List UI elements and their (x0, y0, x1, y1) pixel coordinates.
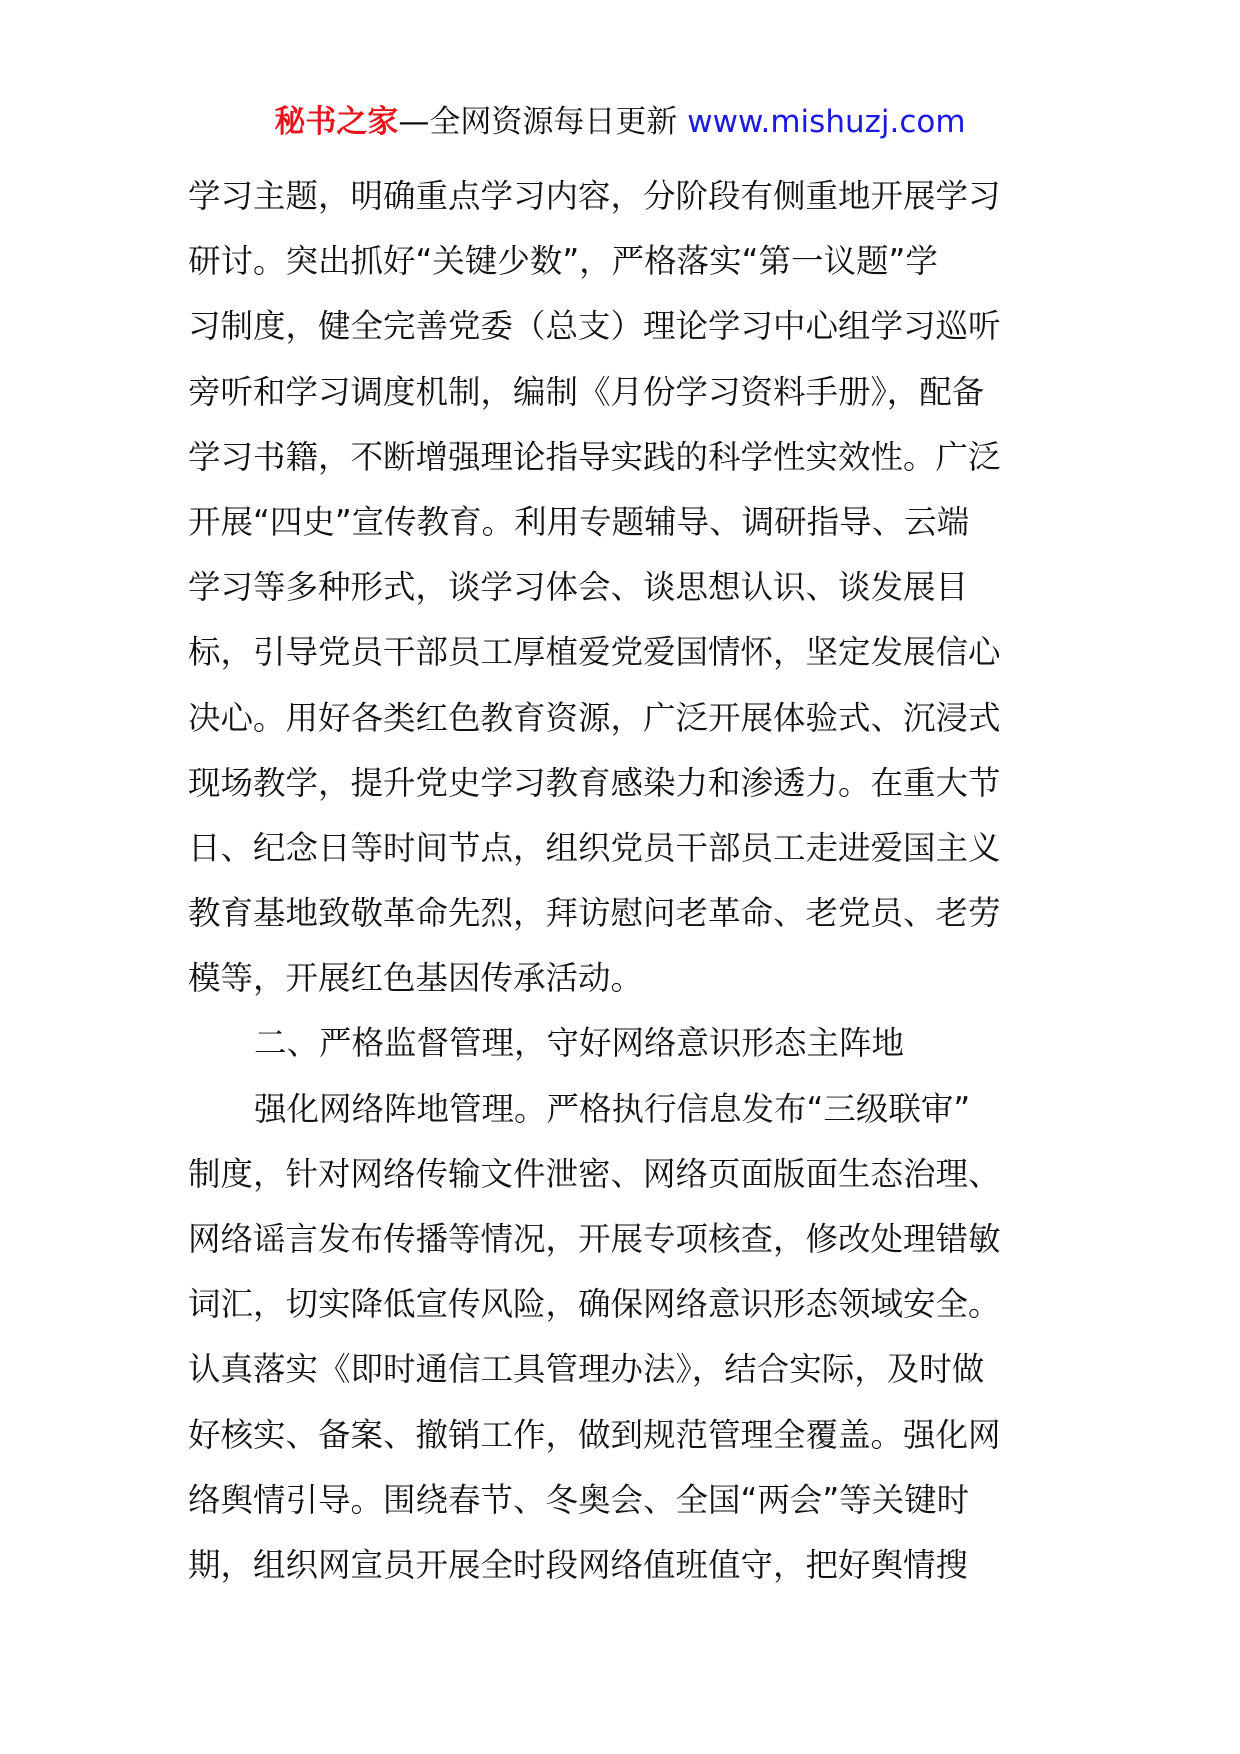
text-line: 教育基地致敬革命先烈，拜访慰问老革命、老党员、老劳 (188, 894, 1001, 933)
text-line: 学习书籍，不断增强理论指导实践的科学性实效性。广泛 (188, 437, 1001, 476)
text-line: 认真落实《即时通信工具管理办法》，结合实际，及时做 (188, 1350, 985, 1389)
header-brand: 秘书之家 (274, 104, 399, 140)
text-line: 旁听和学习调度机制，编制《月份学习资料手册》，配备 (188, 372, 985, 411)
text-line: 研讨。突出抓好“关键少数”，严格落实“第一议题”学 (188, 242, 938, 281)
document-body (188, 164, 1058, 1598)
text-line: 制度，针对网络传输文件泄密、网络页面版面生态治理、 (188, 1154, 1001, 1193)
header-site-link[interactable]: www.mishuzj.com (687, 104, 966, 140)
text-line: 期，组织网宣员开展全时段网络值班值守，把好舆情搜 (188, 1545, 969, 1584)
header-tagline: —全网资源每日更新 (398, 104, 678, 140)
text-line: 学习等多种形式，谈学习体会、谈思想认识、谈发展目 (188, 568, 969, 607)
text-line: 好核实、备案、撤销工作，做到规范管理全覆盖。强化网 (188, 1415, 1001, 1454)
text-line: 学习主题，明确重点学习内容，分阶段有侧重地开展学习 (188, 177, 1001, 215)
text-line: 网络谣言发布传播等情况，开展专项核查，修改处理错敏 (188, 1220, 1001, 1258)
text-line: 习制度，健全完善党委（总支）理论学习中心组学习巡听 (188, 307, 1001, 346)
text-line: 开展“四史”宣传教育。利用专题辅导、调研指导、云端 (188, 502, 970, 541)
text-line: 现场教学，提升党史学习教育感染力和渗透力。在重大节 (188, 763, 1001, 802)
text-line: 日、纪念日等时间节点，组织党员干部员工走进爱国主义 (188, 828, 1001, 867)
text-line: 模等，开展红色基因传承活动。 (188, 959, 644, 998)
text-line: 络舆情引导。围绕春节、冬奥会、全国“两会”等关键时 (188, 1480, 970, 1519)
text-line: 决心。用好各类红色教育资源，广泛开展体验式、沉浸式 (188, 698, 1001, 737)
text-line: 词汇，切实降低宣传风险，确保网络意识形态领域安全。 (188, 1285, 1001, 1324)
text-line: 标，引导党员干部员工厚植爱党爱国情怀，坚定发展信心 (188, 633, 1001, 672)
paragraph-heading-line: 二、严格监督管理，守好网络意识形态主阵地 (254, 1024, 905, 1063)
paragraph-heading-line: 强化网络阵地管理。严格执行信息发布“三级联审” (254, 1089, 971, 1128)
page-header (0, 100, 1240, 144)
